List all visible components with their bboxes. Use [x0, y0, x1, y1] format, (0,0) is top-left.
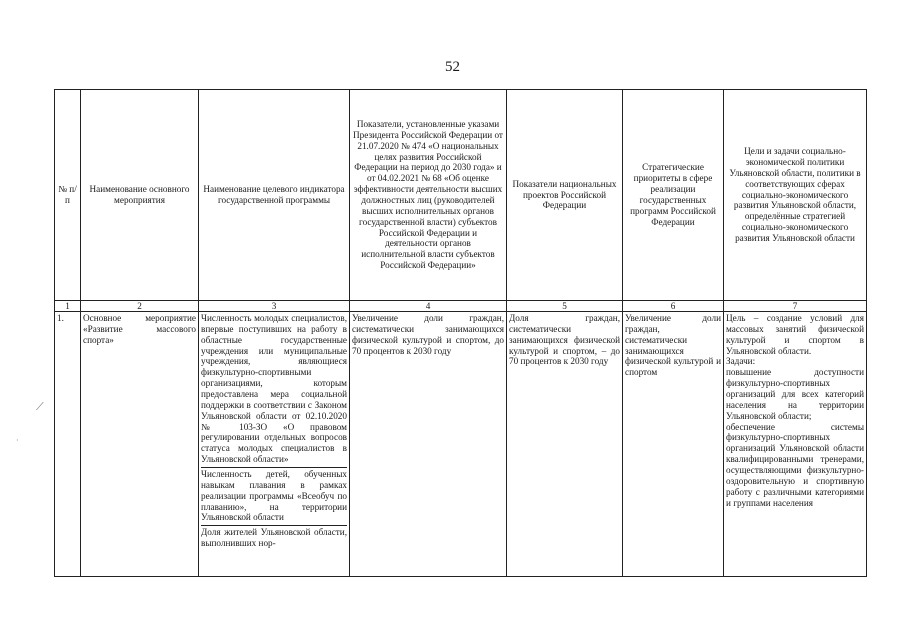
event-name-cell: Основное мероприятие «Развитие массового спорта»	[81, 312, 199, 577]
indicator-gto-share: Доля жителей Ульяновской области, выполнивших нор-	[201, 527, 347, 549]
goal-text: Цель – создание условий для массовых занятий физической культурой и спортом в Ульяновской области.	[726, 313, 864, 356]
column-number: 4	[350, 301, 507, 312]
header-indicator-name: Наименование целевого индикатора государственной программы	[199, 90, 350, 301]
indicator-young-specialists: Численность молодых специалистов, впервые поступивших на работу в областные государственные учреждения или муниципальные учреждения, являющиеся физкультурно-спортивными организациями, которым предоставлена мера социальной поддержки в соответствии с Законом Ульяновской области от 02.10.2020 № 103-ЗО «О правовом регулировании отдельных вопросов статуса молодых специалистов в Ульяновской области»	[201, 313, 347, 465]
column-number: 7	[724, 301, 867, 312]
presidential-indicator-cell: Увеличение доли граждан, систематически занимающихся физической культурой и спортом, до 70 процентов к 2030 году	[350, 312, 507, 577]
table-header-row	[55, 90, 867, 301]
scan-mark: ·	[16, 436, 19, 445]
indicators-table	[54, 89, 867, 577]
tasks-label: Задачи:	[726, 356, 756, 367]
header-event-name: Наименование основного мероприятия	[81, 90, 199, 301]
column-number: 5	[507, 301, 623, 312]
header-presidential-indicators: Показатели, установленные указами Президента Российской Федерации от 21.07.2020 № 474 «О национальных целях развития Российской Федерации на период до 2030 года» и от 04.02.2021 № 68 «Об оценке эффективности деятельности высших должностных лиц (руководителей высших исполнительных органов государственной власти) субъектов Российской Федерации и деятельности органов исполнительной власти субъектов Российской Федерации»	[350, 90, 507, 301]
task-item: повышение доступности физкультурно-спортивных организаций для всех категорий населения на территории Ульяновской области;	[726, 367, 864, 421]
header-national-projects: Показатели национальных проектов Российской Федерации	[507, 90, 623, 301]
goals-cell	[724, 312, 867, 577]
header-strategic-priorities: Стратегические приоритеты в сфере реализации государственных программ Российской Федерации	[623, 90, 724, 301]
table-row	[55, 312, 867, 577]
scan-mark: ⟋	[36, 400, 44, 413]
column-number: 2	[81, 301, 199, 312]
row-number: 1.	[55, 312, 81, 577]
column-number: 3	[199, 301, 350, 312]
page-number: 52	[445, 59, 460, 75]
column-number: 6	[623, 301, 724, 312]
column-number-row	[55, 301, 867, 312]
national-project-cell: Доля граждан, систематически занимающихся физической культурой и спортом, – до 70 процентов к 2030 году	[507, 312, 623, 577]
task-item: обеспечение системы физкультурно-спортивных организаций Ульяновской области квалифицированными тренерами, осуществляющими физкультурно-оздоровительную и спортивную работу с различными категориями и группами населения	[726, 421, 864, 508]
header-goals-and-tasks: Цели и задачи социально-экономической политики Ульяновской области, политики в соответствующих сферах социально-экономического развития Ульяновской области, определённые стратегией социально-экономического развития Ульяновской области	[724, 90, 867, 301]
column-number: 1	[55, 301, 81, 312]
indicators-cell	[199, 312, 350, 577]
indicator-swimming-children: Численность детей, обученных навыкам плавания в рамках реализации программы «Всеобуч по плаванию», на территории Ульяновской области	[201, 469, 347, 523]
header-number: № п/п	[55, 90, 81, 301]
strategic-priority-cell: Увеличение доли граждан, систематически занимающихся физической культурой и спортом	[623, 312, 724, 577]
